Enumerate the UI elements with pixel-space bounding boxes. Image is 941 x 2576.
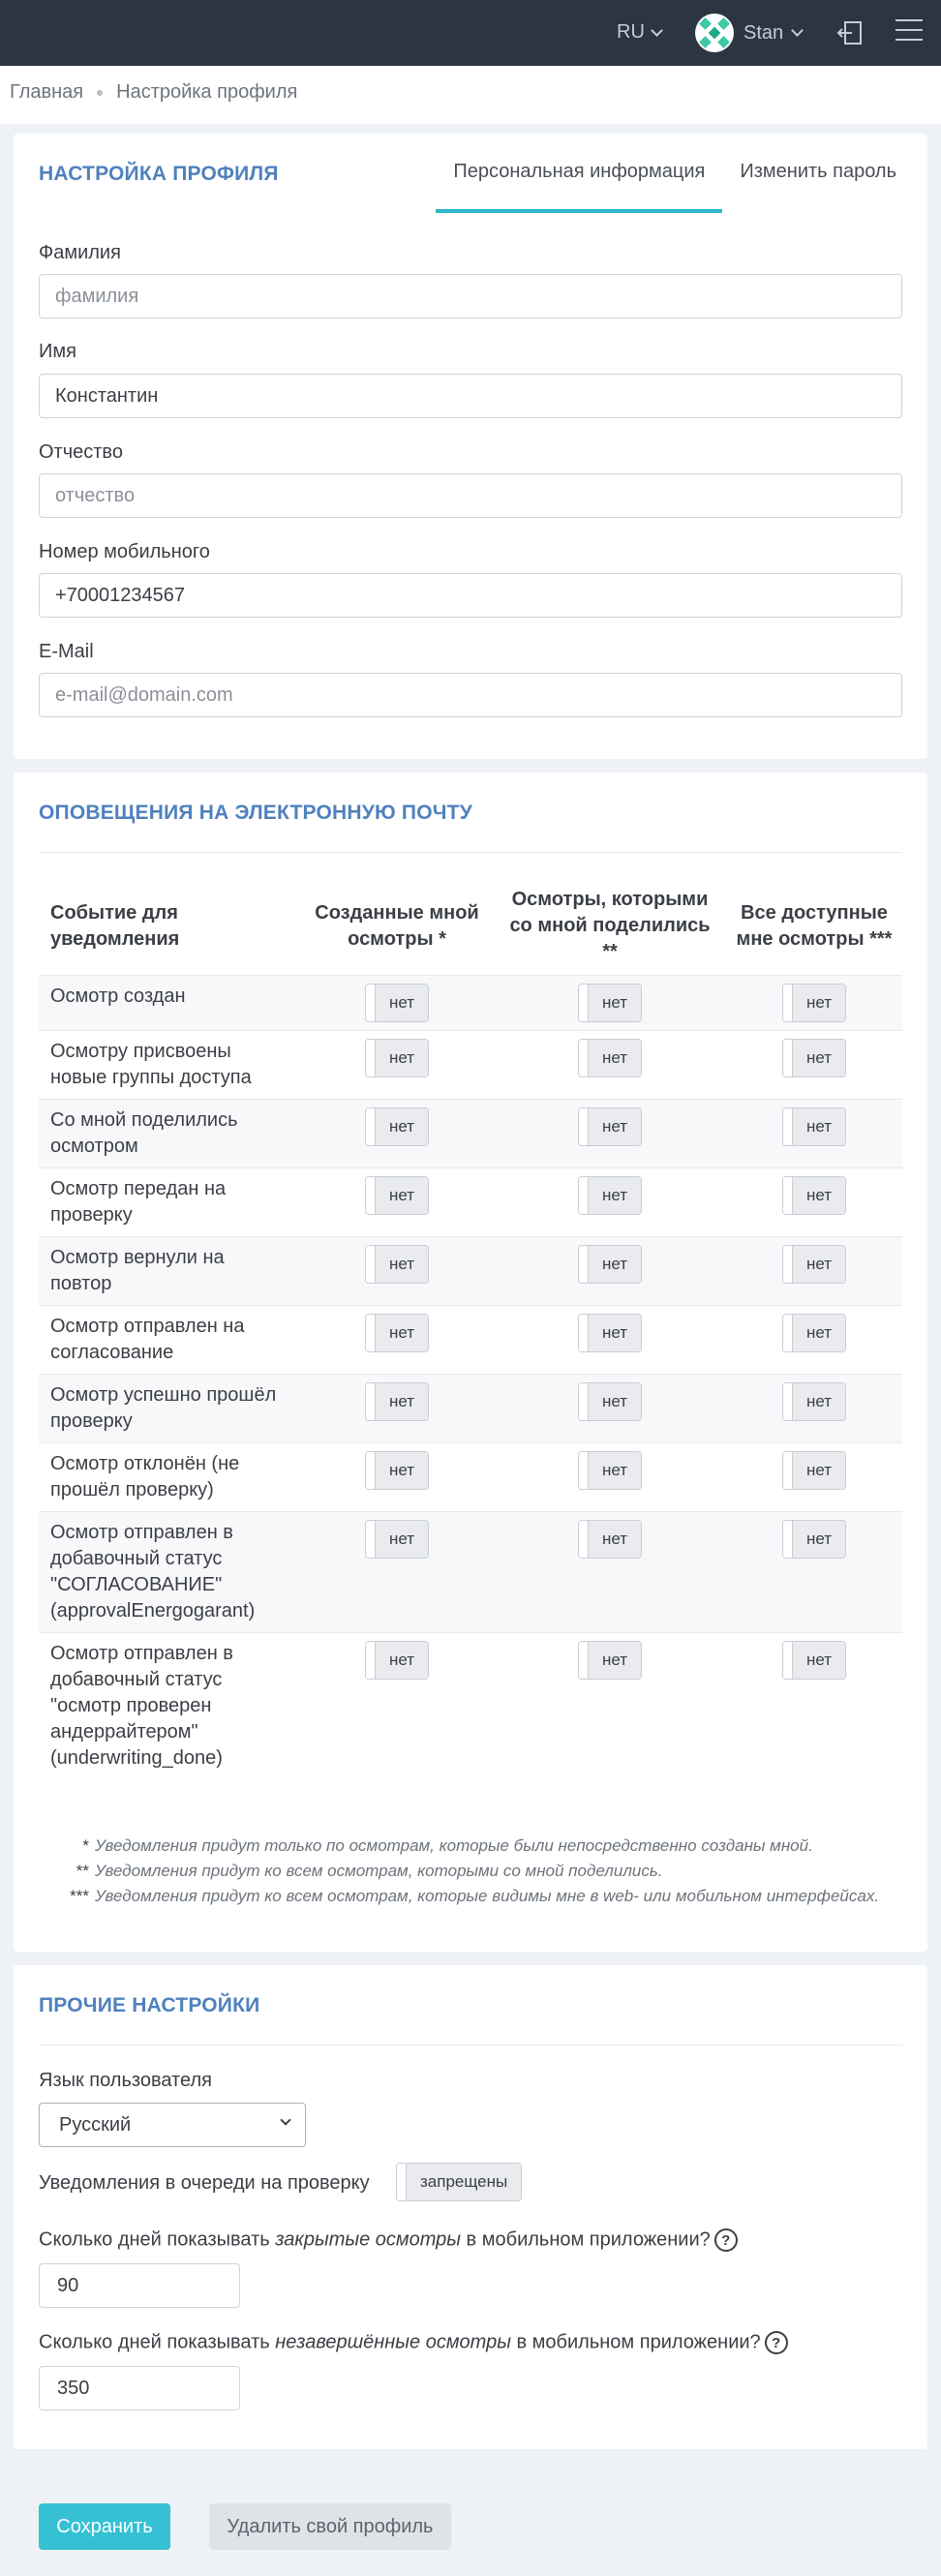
toggle-value: нет: [793, 1040, 845, 1076]
toggle-value: нет: [793, 1452, 845, 1489]
toggle-knob: [579, 985, 589, 1021]
toggle-value: нет: [589, 985, 641, 1021]
open-days-label-emphasis: незавершённые осмотры: [275, 2331, 511, 2353]
toggle-value: нет: [376, 1177, 428, 1214]
breadcrumb-current: Настройка профиля: [116, 81, 298, 103]
notifications-title: ОПОВЕЩЕНИЯ НА ЭЛЕКТРОННУЮ ПОЧТУ: [39, 802, 472, 824]
toggle-value: нет: [793, 1642, 845, 1679]
toggle-knob: [366, 1315, 376, 1351]
event-name: Осмотр отправлен в добавочный статус "СОГЛАСОВАНИЕ" (approvalEnergogarant): [39, 1512, 300, 1633]
footnote-mark: **: [76, 1862, 89, 1880]
toggle-cell: [300, 1306, 494, 1375]
toggle-knob: [579, 1246, 589, 1283]
toggle-value: нет: [589, 1315, 641, 1351]
toggle-knob: [397, 2164, 407, 2200]
toggle-knob: [579, 1383, 589, 1420]
toggle-value: нет: [793, 1315, 845, 1351]
top-navbar: [0, 0, 941, 66]
toggle-value: нет: [589, 1383, 641, 1420]
toggle-cell: [726, 1168, 902, 1237]
toggle-value: нет: [589, 1177, 641, 1214]
notification-toggle[interactable]: [365, 984, 429, 1022]
toggle-value: нет: [376, 1521, 428, 1558]
toggle-cell: [494, 1633, 726, 1780]
middlename-input[interactable]: отчество: [39, 473, 902, 518]
footnote: [56, 1884, 879, 1909]
event-name: Осмотр отправлен в добавочный статус "осмотр проверен андеррайтером" (underwriting_done): [39, 1633, 300, 1780]
notification-toggle[interactable]: [365, 1245, 429, 1284]
toggle-value: нет: [793, 1246, 845, 1283]
toggle-knob: [579, 1177, 589, 1214]
column-header-created: Созданные мной осмотры *: [315, 901, 479, 950]
other-settings-card: [14, 1965, 927, 2449]
notification-toggle[interactable]: [578, 1382, 642, 1421]
toggle-value: нет: [793, 985, 845, 1021]
middlename-label: Отчество: [39, 441, 123, 463]
toggle-cell: [726, 1443, 902, 1512]
event-name: Осмотр передан на проверку: [39, 1168, 300, 1237]
toggle-cell: [726, 1512, 902, 1633]
toggle-cell: [300, 1633, 494, 1780]
tab-personal-info[interactable]: Персональная информация: [436, 134, 722, 213]
toggle-value: нет: [376, 1108, 428, 1145]
chevron-down-icon: [651, 24, 663, 37]
footnote-text: Уведомления придут только по осмотрам, которые были непосредственно созданы мной.: [95, 1836, 813, 1855]
notification-toggle[interactable]: [365, 1176, 429, 1215]
notification-toggle[interactable]: [578, 1245, 642, 1284]
tab-change-password[interactable]: Изменить пароль: [740, 160, 896, 182]
closed-days-label: [39, 2228, 738, 2252]
table-row: [39, 1633, 902, 1780]
language-switcher[interactable]: [617, 21, 661, 44]
breadcrumb-separator: [97, 90, 103, 96]
notification-toggle[interactable]: [578, 1039, 642, 1077]
toggle-knob: [783, 1642, 793, 1679]
toggle-knob: [579, 1315, 589, 1351]
toggle-knob: [783, 1108, 793, 1145]
event-name: Осмотр отклонён (не прошёл проверку): [39, 1443, 300, 1512]
breadcrumb-home[interactable]: Главная: [10, 81, 84, 103]
profile-tabs: [436, 134, 914, 213]
notification-toggle[interactable]: [782, 1382, 846, 1421]
notification-toggle[interactable]: [365, 1641, 429, 1680]
event-name: Осмотр создан: [39, 976, 300, 1031]
notification-toggle[interactable]: [578, 1641, 642, 1680]
column-header-shared: Осмотры, которыми со мной поделились **: [509, 889, 711, 962]
toggle-value: нет: [376, 1246, 428, 1283]
queue-notifications-label: Уведомления в очереди на проверку: [39, 2172, 370, 2194]
breadcrumb: [10, 81, 297, 104]
event-name: Осмотру присвоены новые группы доступа: [39, 1031, 300, 1100]
toggle-knob: [783, 1246, 793, 1283]
table-row: [39, 1237, 902, 1306]
table-row: [39, 1168, 902, 1237]
footnote: [56, 1834, 879, 1859]
toggle-value: нет: [589, 1452, 641, 1489]
chevron-down-icon: [791, 24, 804, 37]
toggle-knob: [783, 1521, 793, 1558]
column-header-event: Событие для уведомления: [50, 901, 180, 950]
toggle-knob: [366, 1642, 376, 1679]
table-row: [39, 1100, 902, 1168]
toggle-knob: [579, 1642, 589, 1679]
toggle-knob: [366, 985, 376, 1021]
toggle-cell: [726, 1306, 902, 1375]
toggle-cell: [300, 1375, 494, 1443]
table-row: [39, 1031, 902, 1100]
event-name: Осмотр отправлен на согласование: [39, 1306, 300, 1375]
toggle-value: нет: [376, 985, 428, 1021]
notification-toggle[interactable]: [365, 1520, 429, 1559]
delete-profile-button[interactable]: Удалить свой профиль: [209, 2503, 451, 2550]
notification-toggle[interactable]: [578, 1314, 642, 1352]
lastname-label: Фамилия: [39, 242, 121, 263]
toggle-value: нет: [376, 1040, 428, 1076]
toggle-cell: [726, 1633, 902, 1780]
chevron-down-icon: [280, 2114, 290, 2125]
toggle-cell: [726, 976, 902, 1031]
notification-toggle[interactable]: [578, 984, 642, 1022]
toggle-knob: [783, 1452, 793, 1489]
divider: [39, 2045, 902, 2046]
toggle-knob: [579, 1452, 589, 1489]
toggle-value: нет: [793, 1521, 845, 1558]
open-days-label-tail: в мобильном приложении?: [510, 2331, 761, 2353]
column-header-all: Все доступные мне осмотры ***: [736, 901, 893, 950]
toggle-cell: [494, 1443, 726, 1512]
profile-card: [14, 134, 927, 759]
closed-days-input[interactable]: 90: [39, 2263, 240, 2308]
toggle-cell: [300, 1443, 494, 1512]
logout-icon[interactable]: [836, 19, 864, 46]
toggle-value: нет: [793, 1177, 845, 1214]
toggle-cell: [726, 1375, 902, 1443]
phone-label: Номер мобильного: [39, 541, 210, 562]
toggle-knob: [366, 1452, 376, 1489]
notification-toggle[interactable]: [782, 1245, 846, 1284]
toggle-value: нет: [589, 1246, 641, 1283]
language-label: Язык пользователя: [39, 2070, 212, 2091]
footnote-text: Уведомления придут ко всем осмотрам, которые видимы мне в web- или мобильном интерфейсах.: [95, 1887, 880, 1905]
menu-icon[interactable]: [895, 19, 923, 41]
phone-input[interactable]: +70001234567: [39, 573, 902, 618]
toggle-knob: [783, 1177, 793, 1214]
lastname-input[interactable]: фамилия: [39, 274, 902, 318]
toggle-value: нет: [376, 1452, 428, 1489]
language-select-value: Русский: [59, 2113, 132, 2136]
language-code: RU: [617, 21, 645, 43]
toggle-knob: [366, 1246, 376, 1283]
footnote: [56, 1859, 879, 1884]
footnote-mark: *: [82, 1836, 89, 1855]
user-name: Stan: [744, 21, 784, 44]
toggle-knob: [783, 1383, 793, 1420]
table-row: [39, 1375, 902, 1443]
toggle-value: запрещены: [407, 2164, 521, 2200]
toggle-value: нет: [589, 1521, 641, 1558]
toggle-value: нет: [376, 1383, 428, 1420]
notification-toggle[interactable]: [365, 1314, 429, 1352]
toggle-value: нет: [793, 1108, 845, 1145]
toggle-cell: [494, 1031, 726, 1100]
notifications-table: [39, 881, 902, 1779]
table-row: [39, 1512, 902, 1633]
page-title: НАСТРОЙКА ПРОФИЛЯ: [39, 163, 279, 185]
other-settings-title: ПРОЧИЕ НАСТРОЙКИ: [39, 1994, 260, 2016]
toggle-knob: [579, 1040, 589, 1076]
toggle-cell: [726, 1237, 902, 1306]
open-days-label-text: Сколько дней показывать: [39, 2331, 276, 2353]
closed-days-label-emphasis: закрытые осмотры: [275, 2228, 461, 2251]
toggle-cell: [726, 1100, 902, 1168]
toggle-cell: [494, 1168, 726, 1237]
table-row: [39, 1306, 902, 1375]
avatar-pattern-icon: [697, 15, 732, 50]
toggle-knob: [366, 1040, 376, 1076]
toggle-knob: [783, 985, 793, 1021]
toggle-cell: [494, 1306, 726, 1375]
toggle-cell: [494, 1512, 726, 1633]
toggle-cell: [300, 1100, 494, 1168]
toggle-value: нет: [376, 1315, 428, 1351]
toggle-knob: [783, 1040, 793, 1076]
toggle-value: нет: [589, 1040, 641, 1076]
toggle-value: нет: [793, 1383, 845, 1420]
toggle-cell: [300, 1168, 494, 1237]
notification-toggle[interactable]: [578, 1520, 642, 1559]
footnotes: [56, 1834, 879, 1909]
toggle-cell: [300, 976, 494, 1031]
help-icon[interactable]: ?: [765, 2331, 788, 2354]
notification-toggle[interactable]: [365, 1107, 429, 1146]
email-input[interactable]: e-mail@domain.com: [39, 673, 902, 717]
toggle-value: нет: [589, 1642, 641, 1679]
footnote-mark: ***: [70, 1887, 89, 1905]
toggle-value: нет: [589, 1108, 641, 1145]
toggle-cell: [494, 1237, 726, 1306]
notification-toggle[interactable]: [782, 984, 846, 1022]
event-name: Осмотр успешно прошёл проверку: [39, 1375, 300, 1443]
user-menu[interactable]: [695, 14, 802, 52]
toggle-knob: [366, 1108, 376, 1145]
toggle-knob: [366, 1177, 376, 1214]
toggle-knob: [579, 1108, 589, 1145]
help-icon[interactable]: ?: [714, 2228, 738, 2252]
notification-toggle[interactable]: [782, 1641, 846, 1680]
notification-toggle[interactable]: [365, 1451, 429, 1490]
open-days-input[interactable]: 350: [39, 2366, 240, 2410]
notification-toggle[interactable]: [782, 1176, 846, 1215]
toggle-value: нет: [376, 1642, 428, 1679]
event-name: Со мной поделились осмотром: [39, 1100, 300, 1168]
notification-toggle[interactable]: [782, 1039, 846, 1077]
language-select[interactable]: [39, 2103, 306, 2147]
toggle-knob: [366, 1521, 376, 1558]
footnote-text: Уведомления придут ко всем осмотрам, которыми со мной поделились.: [95, 1862, 663, 1880]
notification-toggle[interactable]: [578, 1451, 642, 1490]
save-button[interactable]: Сохранить: [39, 2503, 170, 2550]
toggle-knob: [579, 1521, 589, 1558]
toggle-cell: [726, 1031, 902, 1100]
toggle-knob: [783, 1315, 793, 1351]
notification-toggle[interactable]: [782, 1520, 846, 1559]
closed-days-label-tail: в мобильном приложении?: [461, 2228, 711, 2251]
closed-days-label-text: Сколько дней показывать: [39, 2228, 276, 2251]
toggle-cell: [494, 976, 726, 1031]
notification-toggle[interactable]: [365, 1382, 429, 1421]
divider: [39, 852, 902, 853]
table-row: [39, 1443, 902, 1512]
notification-toggle[interactable]: [365, 1039, 429, 1077]
event-name: Осмотр вернули на повтор: [39, 1237, 300, 1306]
toggle-knob: [366, 1383, 376, 1420]
queue-notifications-toggle[interactable]: [396, 2163, 522, 2201]
toggle-cell: [300, 1512, 494, 1633]
avatar: [695, 14, 734, 52]
open-days-label: [39, 2331, 788, 2354]
toggle-cell: [300, 1031, 494, 1100]
toggle-cell: [494, 1100, 726, 1168]
toggle-cell: [494, 1375, 726, 1443]
firstname-label: Имя: [39, 341, 76, 362]
notifications-card: [14, 773, 927, 1952]
firstname-input[interactable]: Константин: [39, 374, 902, 418]
email-label: E-Mail: [39, 641, 94, 662]
toggle-cell: [300, 1237, 494, 1306]
notification-toggle[interactable]: [782, 1451, 846, 1490]
notification-toggle[interactable]: [578, 1107, 642, 1146]
table-row: [39, 976, 902, 1031]
notification-toggle[interactable]: [782, 1107, 846, 1146]
notification-toggle[interactable]: [578, 1176, 642, 1215]
notification-toggle[interactable]: [782, 1314, 846, 1352]
